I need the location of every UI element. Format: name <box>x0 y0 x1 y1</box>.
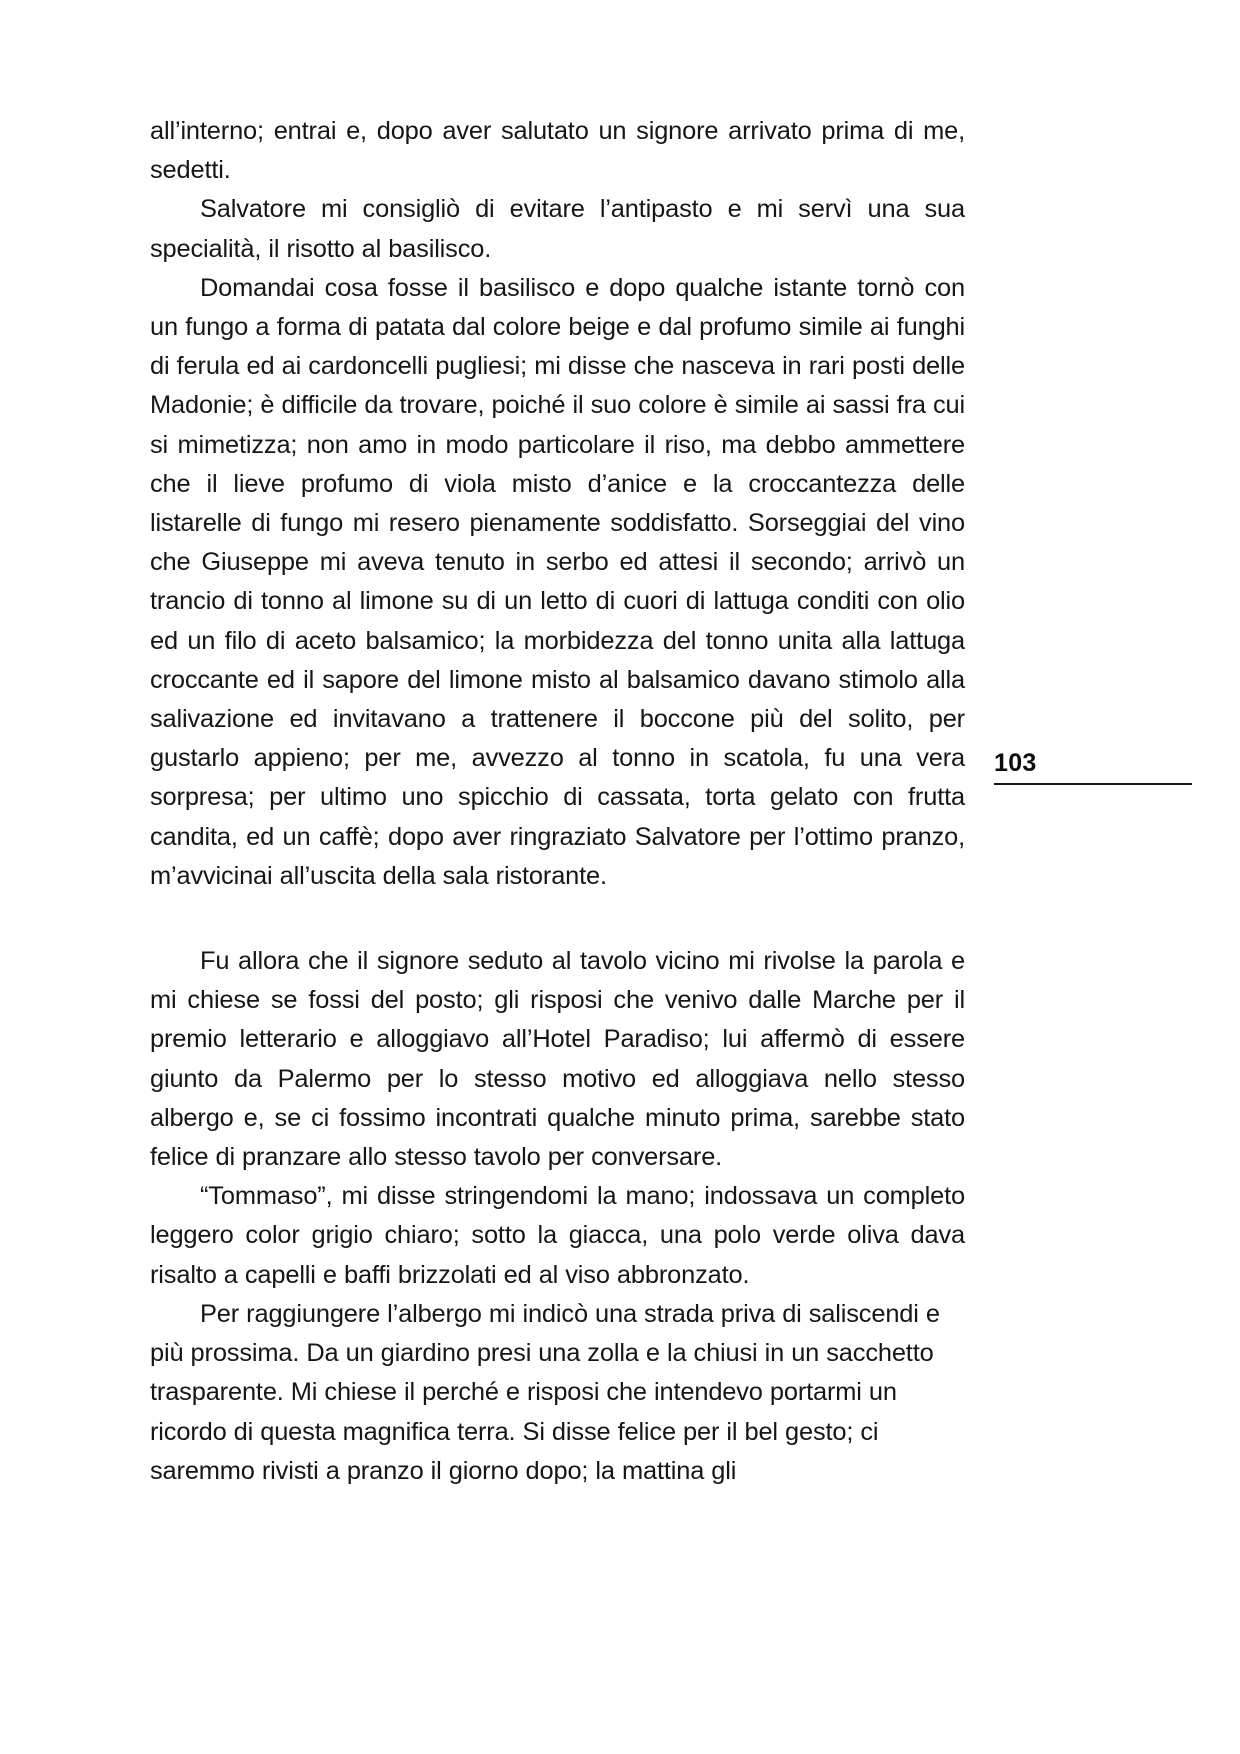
text-block-lower <box>150 942 965 1491</box>
paragraph: “Tommaso”, mi disse stringendomi la mano; indossava un completo leggero color grigio chiaro; sotto la giacca, una polo verde oliva dava risalto a capelli e baffi brizzolati ed al viso abbronzato. <box>150 1182 965 1289</box>
block-separator <box>150 896 965 942</box>
folio <box>994 748 1194 785</box>
paragraph: all’interno; entrai e, dopo aver salutato un signore arrivato prima di me, sedetti. <box>150 117 965 185</box>
paragraph: Fu allora che il signore seduto al tavolo vicino mi rivolse la parola e mi chiese se fossi del posto; gli risposi che venivo dalle Marche per il premio letterario e alloggiavo all’Hotel Paradiso; lui affermò di essere giunto da Palermo per lo stesso motivo ed alloggiava nello stesso albergo e, se ci fossimo incontrati qualche minuto prima, sarebbe stato felice di pranzare allo stesso tavolo per conversare. <box>150 947 965 1172</box>
page-number: 103 <box>994 749 1037 777</box>
paragraph: Domandai cosa fosse il basilisco e dopo qualche istante tornò con un fungo a forma di patata dal colore beige e dal profumo simile ai funghi di ferula ed ai cardoncelli pugliesi; mi disse che nasceva in rari posti delle Madonie; è difficile da trovare, poiché il suo colore è simile ai sassi fra cui si mimetizza; non amo in modo particolare il riso, ma debbo ammettere che il lieve profumo di viola misto d’anice e la croccantezza delle listarelle di fungo mi resero pienamente soddisfatto. Sorseggiai del vino che Giuseppe mi aveva tenuto in serbo ed attesi il secondo; arrivò un trancio di tonno al limone su di un letto di cuori di lattuga conditi con olio ed un filo di aceto balsamico; la morbidezza del tonno unita alla lattuga croccante ed il sapore del limone misto al balsamico davano stimolo alla salivazione ed invitavano a trattenere il boccone più del solito, per gustarlo appieno; per me, avvezzo al tonno in scatola, fu una vera sorpresa; per ultimo uno spicchio di cassata, torta gelato con frutta candita, ed un caffè; dopo aver ringraziato Salvatore per l’ottimo pranzo, m’avvicinai all’uscita della sala ristorante. <box>150 273 965 890</box>
text-block-upper <box>150 112 965 896</box>
paragraph: Salvatore mi consigliò di evitare l’antipasto e mi servì una sua specialità, il risotto al basilisco. <box>150 195 965 263</box>
folio-rule <box>994 783 1192 785</box>
paragraph: Per raggiungere l’albergo mi indicò una strada priva di saliscendi e più prossima. Da un giardino presi una zolla e la chiusi in un sacchetto trasparente. Mi chiese il perché e risposi che intendevo portarmi un ricordo di questa magnifica terra. Si disse felice per il bel gesto; ci saremmo rivisti a pranzo il giorno dopo; la mattina gli <box>150 1299 940 1485</box>
body-text-column <box>150 112 965 1491</box>
